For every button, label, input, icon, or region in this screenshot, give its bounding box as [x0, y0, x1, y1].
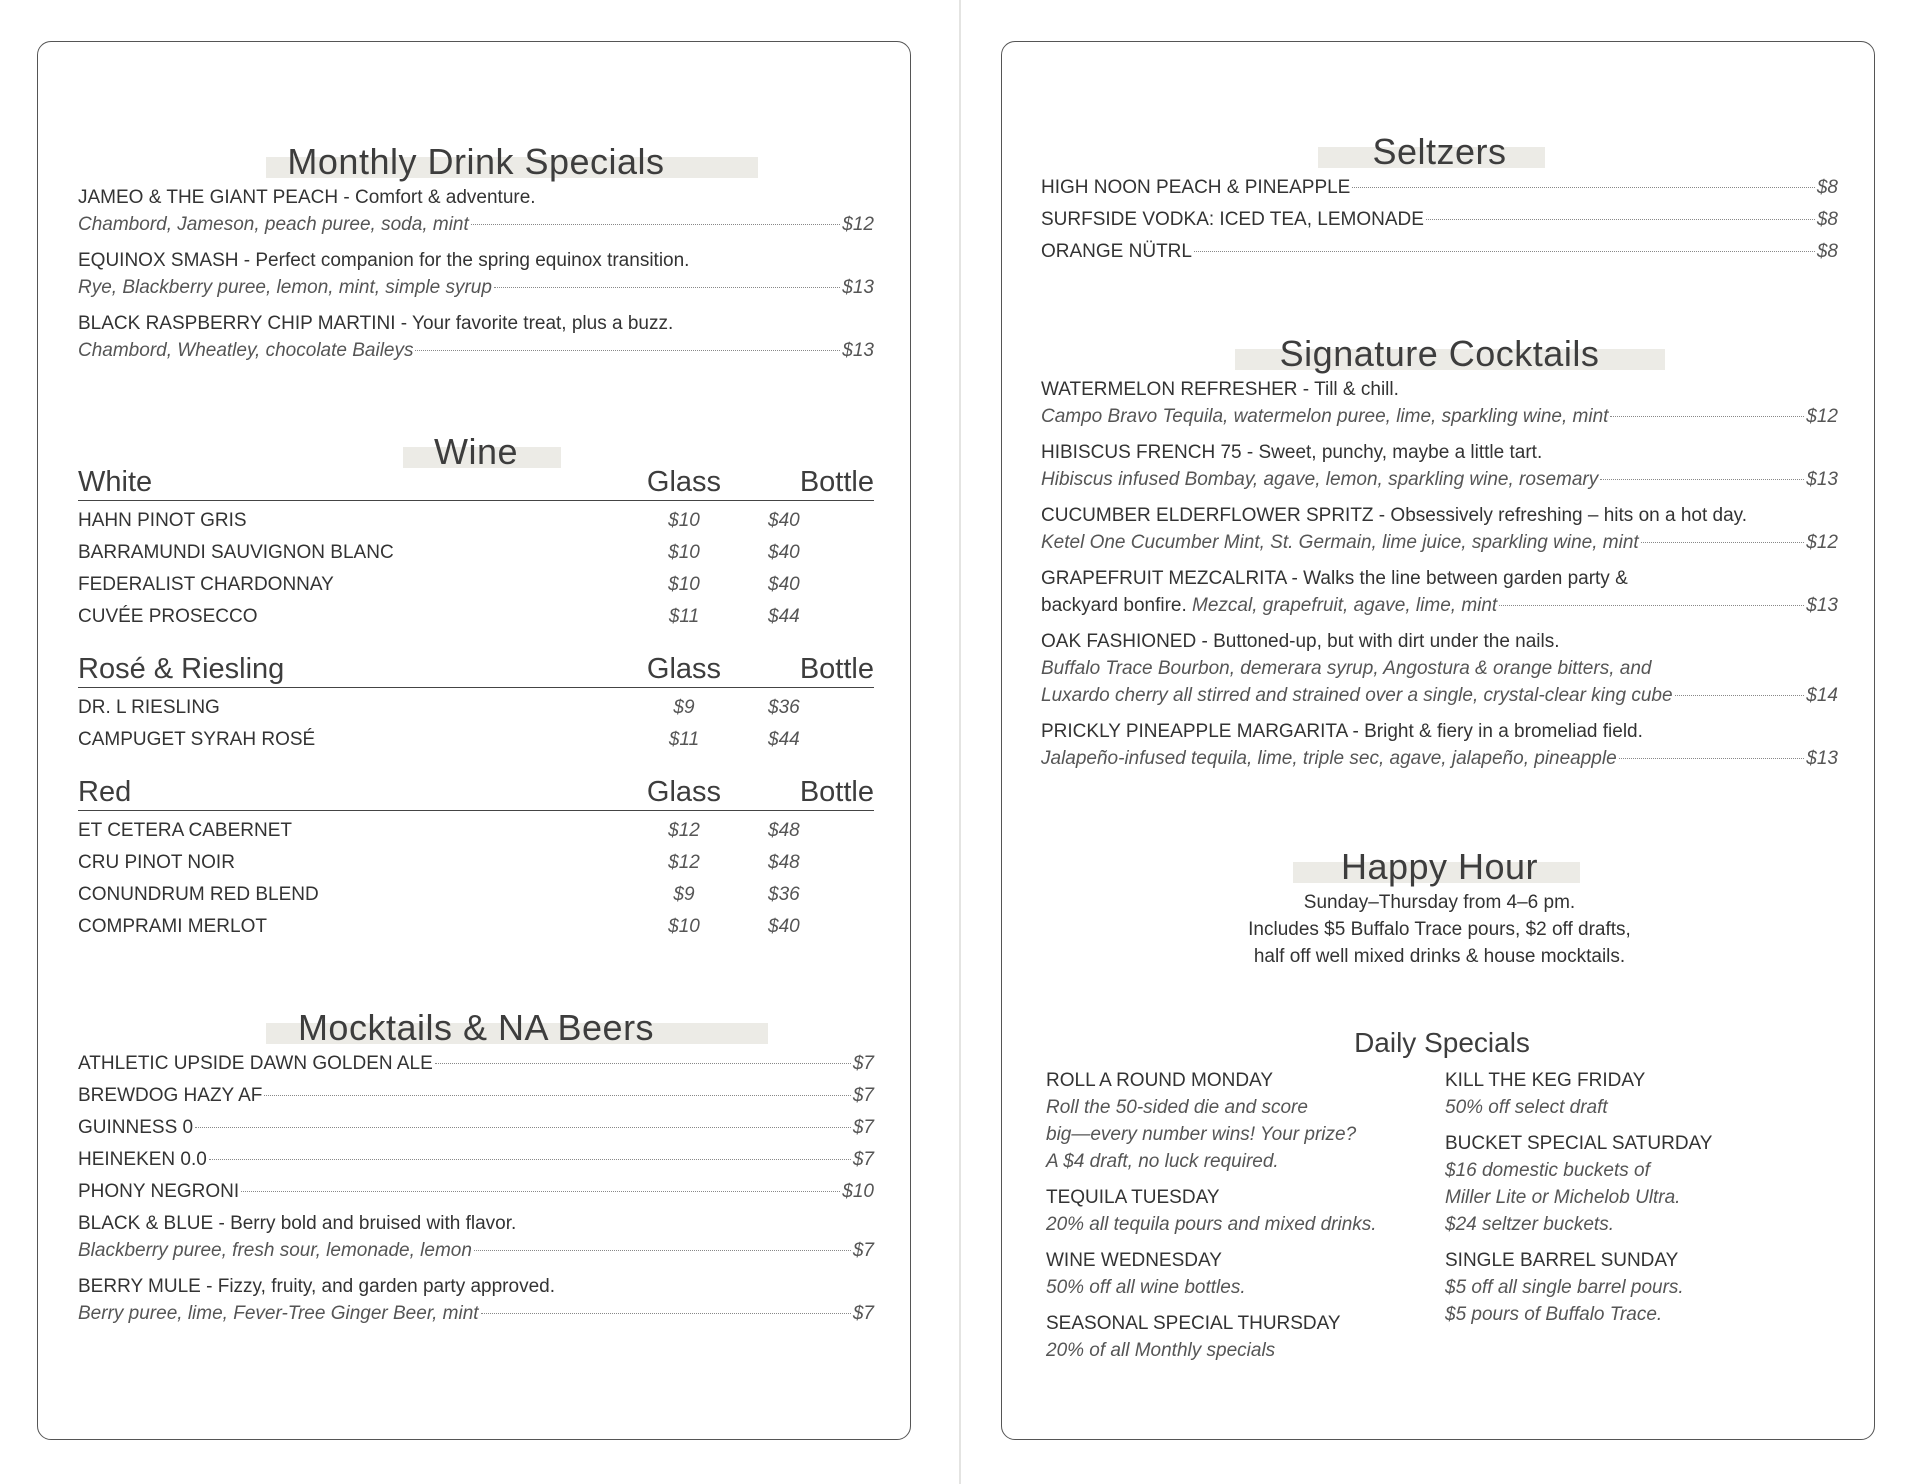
item-description: backyard bonfire. [1041, 595, 1187, 616]
leader-dots [494, 287, 840, 288]
glass-price: $9 [673, 697, 695, 718]
leader-dots [435, 1063, 851, 1064]
item-name: SURFSIDE VODKA: ICED TEA, LEMONADE [1041, 209, 1424, 230]
price-line [1041, 745, 1838, 772]
daily-special-detail: $5 off all single barrel pours. [1445, 1277, 1684, 1298]
item-description: Sweet, punchy, maybe a little tart. [1258, 442, 1543, 463]
wine-category: Rosé & Riesling [78, 653, 285, 685]
daily-special [1445, 1247, 1838, 1328]
right-menu-panel [1001, 41, 1875, 1440]
seltzers-title: Seltzers [1372, 131, 1507, 172]
daily-special [1445, 1130, 1838, 1238]
drink-title: EQUINOX SMASH - Perfect companion for the spring equinox transition. [78, 250, 690, 271]
bottle-price: $36 [768, 697, 800, 718]
wine-rows [78, 501, 874, 645]
drink-item [78, 184, 874, 238]
daily-special-detail: big—every number wins! Your prize? [1046, 1124, 1357, 1145]
drink-title: OAK FASHIONED - Buttoned-up, but with dirt under the nails. [1041, 631, 1560, 652]
item-price: $8 [1816, 209, 1838, 230]
price-line [78, 337, 874, 364]
glass-price: $10 [668, 574, 700, 595]
daily-special-detail: $5 pours of Buffalo Trace. [1445, 1304, 1663, 1325]
signature-section [1041, 334, 1838, 781]
mocktail-item [78, 1050, 874, 1077]
bottle-column-label: Bottle [799, 776, 874, 808]
daily-special-detail: Miller Lite or Michelob Ultra. [1445, 1187, 1681, 1208]
item-description: Obsessively refreshing – hits on a hot day. [1390, 505, 1748, 526]
daily-special [1046, 1067, 1439, 1175]
item-name: BLACK RASPBERRY CHIP MARTINI [78, 313, 396, 334]
daily-special-name: BUCKET SPECIAL SATURDAY [1445, 1133, 1713, 1154]
item-ingredients: Chambord, Jameson, peach puree, soda, mint [78, 214, 469, 235]
drink-title: GRAPEFRUIT MEZCALRITA - Walks the line between garden party & [1041, 568, 1628, 589]
item-price: $8 [1816, 177, 1838, 198]
daily-special-name: SEASONAL SPECIAL THURSDAY [1046, 1313, 1341, 1334]
price-line [78, 211, 874, 238]
item-name: EQUINOX SMASH [78, 250, 239, 271]
seltzer-item [1041, 206, 1838, 233]
leader-dots [1600, 479, 1804, 480]
item-name: PRICKLY PINEAPPLE MARGARITA [1041, 721, 1348, 742]
wine-name: BARRAMUNDI SAUVIGNON BLANC [78, 542, 394, 563]
wine-category-header [78, 776, 874, 811]
item-price: $7 [852, 1303, 874, 1324]
drink-title: JAMEO & THE GIANT PEACH - Comfort & adventure. [78, 187, 536, 208]
price-line [78, 1146, 874, 1173]
bottle-price: $40 [768, 510, 800, 531]
mocktail-item [78, 1082, 874, 1109]
leader-dots [1619, 758, 1805, 759]
cocktail-item [1041, 565, 1838, 619]
item-name: HEINEKEN 0.0 [78, 1149, 207, 1170]
bottle-price: $44 [768, 729, 800, 750]
item-description: Berry bold and bruised with flavor. [230, 1213, 517, 1234]
wine-category: Red [78, 776, 132, 808]
item-price: $12 [1806, 532, 1838, 553]
ingredients-line [1041, 655, 1838, 682]
mocktail-item [78, 1114, 874, 1141]
item-name: HIBISCUS FRENCH 75 [1041, 442, 1242, 463]
leader-dots [1675, 695, 1805, 696]
item-price: $13 [1806, 595, 1838, 616]
item-price: $12 [1806, 406, 1838, 427]
item-price: $7 [852, 1085, 874, 1106]
wine-row [78, 692, 874, 724]
happy-hour-hours: Sunday–Thursday from 4–6 pm. [1303, 892, 1576, 913]
bottle-price: $48 [768, 820, 800, 841]
leader-dots [1352, 187, 1815, 188]
item-ingredients: Berry puree, lime, Fever-Tree Ginger Beer, mint [78, 1303, 479, 1324]
price-line [1041, 682, 1838, 709]
wine-name: CONUNDRUM RED BLEND [78, 884, 319, 905]
item-name: WATERMELON REFRESHER [1041, 379, 1298, 400]
wine-name: ET CETERA CABERNET [78, 820, 292, 841]
item-price: $14 [1806, 685, 1838, 706]
daily-specials-left-column [1046, 1067, 1439, 1373]
mocktail-item [78, 1178, 874, 1205]
wine-section [78, 432, 874, 955]
item-ingredients: Hibiscus infused Bombay, agave, lemon, sparkling wine, rosemary [1041, 469, 1599, 490]
item-ingredients: Campo Bravo Tequila, watermelon puree, lime, sparkling wine, mint [1041, 406, 1609, 427]
price-line [1041, 206, 1838, 233]
price-line [78, 1300, 874, 1327]
price-line [78, 274, 874, 301]
price-line [78, 1114, 874, 1141]
daily-special-detail: 50% off select draft [1445, 1097, 1608, 1118]
cocktail-item [1041, 376, 1838, 430]
daily-special-detail: 50% off all wine bottles. [1046, 1277, 1246, 1298]
wine-name: FEDERALIST CHARDONNAY [78, 574, 334, 595]
daily-special [1046, 1184, 1439, 1238]
price-line [78, 1050, 874, 1077]
daily-special [1046, 1247, 1439, 1301]
item-description: Fizzy, fruity, and garden party approved. [217, 1276, 555, 1297]
price-line [1041, 403, 1838, 430]
price-line [1041, 529, 1838, 556]
cocktail-item [1041, 718, 1838, 772]
bottle-price: $40 [768, 542, 800, 563]
left-menu-panel [37, 41, 911, 1440]
item-name: PHONY NEGRONI [78, 1181, 240, 1202]
glass-price: $10 [668, 542, 700, 563]
leader-dots [1426, 219, 1815, 220]
price-line [1041, 174, 1838, 201]
daily-specials-section [1046, 1027, 1838, 1373]
seltzer-item [1041, 238, 1838, 265]
item-description: Perfect companion for the spring equinox transition. [255, 250, 690, 271]
price-line [78, 1178, 874, 1205]
item-description: Buttoned-up, but with dirt under the nails. [1213, 631, 1560, 652]
item-ingredients: Blackberry puree, fresh sour, lemonade, lemon [78, 1240, 472, 1261]
item-name: JAMEO & THE GIANT PEACH [78, 187, 339, 208]
price-line [78, 1082, 874, 1109]
leader-dots [1641, 542, 1805, 543]
leader-dots [195, 1127, 851, 1128]
item-name: BREWDOG HAZY AF [78, 1085, 263, 1106]
item-ingredients: Ketel One Cucumber Mint, St. Germain, lime juice, sparkling wine, mint [1041, 532, 1639, 553]
drink-title: WATERMELON REFRESHER - Till & chill. [1041, 379, 1399, 400]
price-line [1041, 238, 1838, 265]
leader-dots [471, 224, 841, 225]
item-description: Comfort & adventure. [354, 187, 536, 208]
item-description: Bright & fiery in a bromeliad field. [1364, 721, 1643, 742]
happy-hour-section [1041, 847, 1838, 970]
wine-name: DR. L RIESLING [78, 697, 220, 718]
section-heading [1041, 847, 1838, 885]
wine-title: Wine [433, 431, 519, 472]
happy-hour-title: Happy Hour [1340, 846, 1539, 887]
section-heading [78, 432, 874, 470]
leader-dots [241, 1191, 840, 1192]
wine-row [78, 879, 874, 911]
item-price: $7 [852, 1149, 874, 1170]
item-ingredients: Chambord, Wheatley, chocolate Baileys [78, 340, 414, 361]
wine-category-header [78, 653, 874, 688]
price-line [1041, 466, 1838, 493]
wine-row [78, 724, 874, 756]
item-price: $7 [852, 1117, 874, 1138]
daily-specials-right-column [1439, 1067, 1838, 1373]
section-heading [78, 1008, 874, 1046]
drink-item [78, 247, 874, 301]
mocktail-item [78, 1273, 874, 1327]
cocktail-item [1041, 502, 1838, 556]
glass-price: $10 [668, 510, 700, 531]
item-ingredients: Buffalo Trace Bourbon, demerara syrup, Angostura & orange bitters, and [1041, 658, 1652, 679]
drink-title: HIBISCUS FRENCH 75 - Sweet, punchy, maybe a little tart. [1041, 442, 1543, 463]
mocktails-title: Mocktails & NA Beers [297, 1007, 655, 1048]
wine-name: CAMPUGET SYRAH ROSÉ [78, 729, 316, 750]
happy-hour-details: half off well mixed drinks & house mocktails. [1253, 946, 1626, 967]
price-line [78, 1237, 874, 1264]
bottle-price: $44 [768, 606, 800, 627]
section-heading [1041, 132, 1838, 170]
item-price: $13 [1806, 748, 1838, 769]
drink-title: PRICKLY PINEAPPLE MARGARITA - Bright & fiery in a bromeliad field. [1041, 721, 1643, 742]
item-name: BERRY MULE [78, 1276, 201, 1297]
wine-row [78, 505, 874, 537]
section-heading [78, 142, 874, 180]
mocktail-item [78, 1146, 874, 1173]
item-description: Walks the line between garden party & [1303, 568, 1628, 589]
item-name: ORANGE NÜTRL [1041, 241, 1192, 262]
item-price: $13 [1806, 469, 1838, 490]
item-price: $8 [1816, 241, 1838, 262]
monthly-specials-title: Monthly Drink Specials [287, 141, 665, 182]
item-description: Your favorite treat, plus a buzz. [412, 313, 674, 334]
daily-specials-title: Daily Specials [1354, 1027, 1530, 1058]
wine-name: CUVÉE PROSECCO [78, 606, 258, 627]
wine-name: HAHN PINOT GRIS [78, 510, 247, 531]
daily-special-detail: $24 seltzer buckets. [1445, 1214, 1614, 1235]
glass-column-label: Glass [646, 776, 722, 808]
drink-title: CUCUMBER ELDERFLOWER SPRITZ - Obsessively refreshing – hits on a hot day. [1041, 505, 1748, 526]
glass-price: $11 [668, 729, 700, 750]
item-price: $12 [842, 214, 874, 235]
monthly-specials-section [78, 142, 874, 373]
happy-hour-details: Includes $5 Buffalo Trace pours, $2 off drafts, [1248, 919, 1631, 940]
wine-row [78, 537, 874, 569]
cocktail-item [1041, 439, 1838, 493]
daily-special-detail: A $4 draft, no luck required. [1046, 1151, 1279, 1172]
drink-title: BLACK RASPBERRY CHIP MARTINI - Your favorite treat, plus a buzz. [78, 313, 674, 334]
bottle-price: $40 [768, 574, 800, 595]
bottle-column-label: Bottle [799, 653, 874, 685]
item-ingredients: Mezcal, grapefruit, agave, lime, mint [1192, 595, 1498, 616]
glass-price: $9 [673, 884, 695, 905]
leader-dots [1499, 605, 1804, 606]
item-name: CUCUMBER ELDERFLOWER SPRITZ [1041, 505, 1374, 526]
wine-name: CRU PINOT NOIR [78, 852, 235, 873]
signature-title: Signature Cocktails [1279, 333, 1600, 374]
item-price: $13 [842, 277, 874, 298]
item-description: Till & chill. [1314, 379, 1399, 400]
glass-price: $11 [668, 606, 700, 627]
daily-special-name: SINGLE BARREL SUNDAY [1445, 1250, 1679, 1271]
bottle-column-label: Bottle [799, 466, 874, 498]
daily-special-name: TEQUILA TUESDAY [1046, 1187, 1220, 1208]
item-name: GUINNESS 0 [78, 1117, 194, 1138]
daily-special [1046, 1310, 1439, 1364]
wine-name: COMPRAMI MERLOT [78, 916, 267, 937]
glass-price: $12 [668, 820, 700, 841]
price-line [1041, 592, 1838, 619]
item-price: $7 [852, 1240, 874, 1261]
item-ingredients: Luxardo cherry all stirred and strained over a single, crystal-clear king cube [1041, 685, 1673, 706]
wine-row [78, 569, 874, 601]
glass-price: $10 [668, 916, 700, 937]
item-ingredients: Rye, Blackberry puree, lemon, mint, simple syrup [78, 277, 492, 298]
bottle-price: $40 [768, 916, 800, 937]
daily-special [1445, 1067, 1838, 1121]
daily-special-detail: 20% all tequila pours and mixed drinks. [1046, 1214, 1377, 1235]
item-price: $10 [842, 1181, 874, 1202]
item-name: ATHLETIC UPSIDE DAWN GOLDEN ALE [78, 1053, 433, 1074]
leader-dots [415, 350, 840, 351]
leader-dots [481, 1313, 851, 1314]
wine-rows [78, 811, 874, 955]
item-price: $7 [852, 1053, 874, 1074]
seltzers-section [1041, 132, 1838, 270]
leader-dots [1610, 416, 1804, 417]
bottle-price: $36 [768, 884, 800, 905]
daily-special-name: ROLL A ROUND MONDAY [1046, 1070, 1273, 1091]
item-ingredients: Jalapeño-infused tequila, lime, triple sec, agave, jalapeño, pineapple [1041, 748, 1617, 769]
drink-title: BERRY MULE - Fizzy, fruity, and garden party approved. [78, 1276, 555, 1297]
glass-column-label: Glass [646, 466, 722, 498]
drink-title: BLACK & BLUE - Berry bold and bruised with flavor. [78, 1213, 517, 1234]
leader-dots [474, 1250, 851, 1251]
item-name: OAK FASHIONED [1041, 631, 1197, 652]
daily-special-name: KILL THE KEG FRIDAY [1445, 1070, 1646, 1091]
daily-special-name: WINE WEDNESDAY [1046, 1250, 1222, 1271]
item-name: GRAPEFRUIT MEZCALRITA [1041, 568, 1287, 589]
bottle-price: $48 [768, 852, 800, 873]
drink-item [78, 310, 874, 364]
leader-dots [1194, 251, 1815, 252]
page-fold [959, 0, 961, 1484]
section-heading [1041, 334, 1838, 372]
wine-row [78, 601, 874, 633]
glass-column-label: Glass [646, 653, 722, 685]
leader-dots [209, 1159, 851, 1160]
seltzer-item [1041, 174, 1838, 201]
wine-row [78, 847, 874, 879]
wine-rows [78, 688, 874, 768]
mocktails-section [78, 1008, 874, 1336]
daily-special-detail: $16 domestic buckets of [1445, 1160, 1650, 1181]
daily-special-detail: 20% of all Monthly specials [1046, 1340, 1276, 1361]
daily-special-detail: Roll the 50-sided die and score [1046, 1097, 1308, 1118]
item-name: HIGH NOON PEACH & PINEAPPLE [1041, 177, 1351, 198]
mocktail-item [78, 1210, 874, 1264]
cocktail-item [1041, 628, 1838, 709]
wine-category: White [78, 466, 153, 498]
leader-dots [264, 1095, 850, 1096]
item-price: $13 [842, 340, 874, 361]
wine-row [78, 815, 874, 847]
glass-price: $12 [668, 852, 700, 873]
wine-row [78, 911, 874, 943]
item-name: BLACK & BLUE [78, 1213, 214, 1234]
